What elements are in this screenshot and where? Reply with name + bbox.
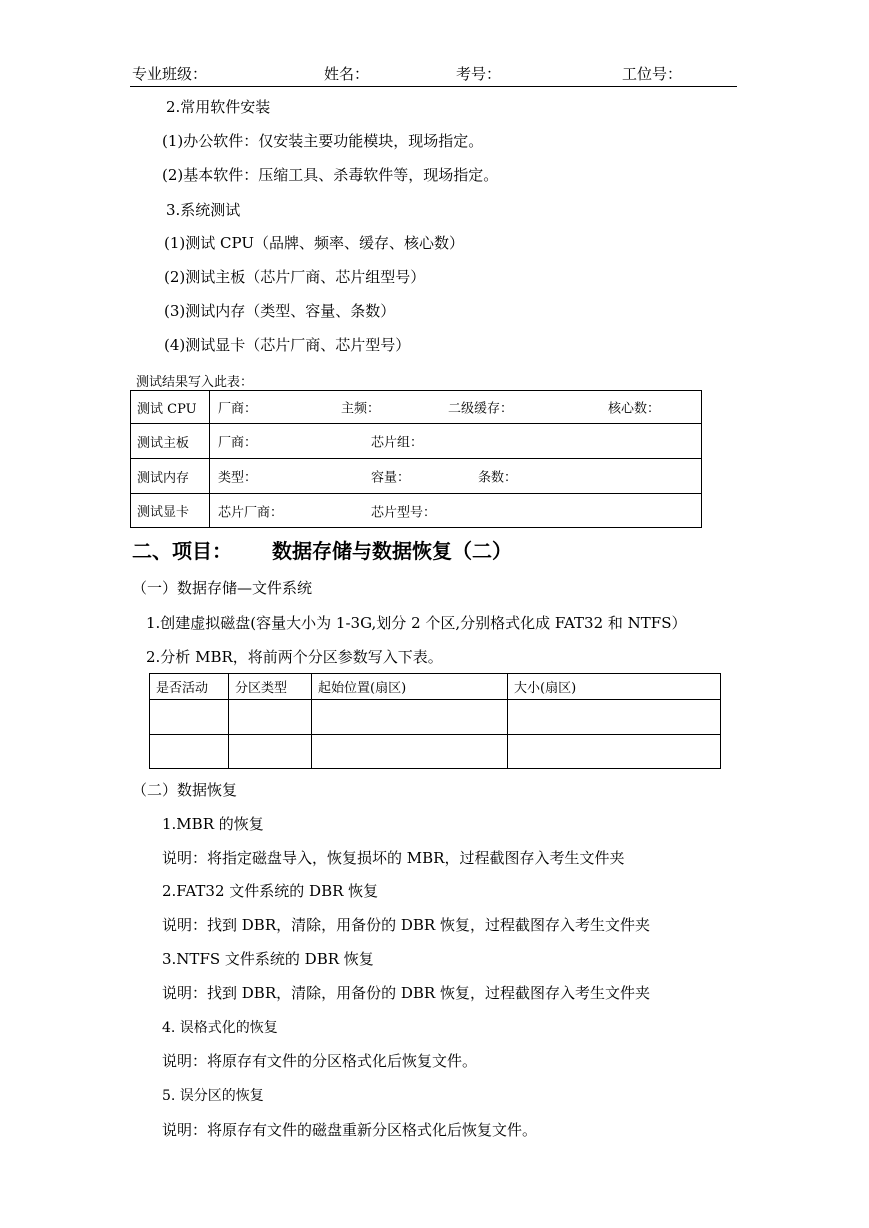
row-label: 测试 CPU (131, 391, 210, 424)
test-item: (1)测试 CPU（品牌、频率、缓存、核心数） (164, 234, 464, 252)
field-label: 芯片厂商： (218, 505, 284, 520)
field-label: 核心数： (608, 401, 661, 417)
recovery-desc: 说明：将指定磁盘导入，恢复损坏的 MBR，过程截图存入考生文件夹 (162, 849, 625, 867)
column-header: 是否活动 (150, 674, 229, 700)
recovery-title: 5. 误分区的恢复 (162, 1088, 264, 1104)
test-item: (2)测试主板（芯片厂商、芯片组型号） (164, 268, 426, 286)
storage-item: 1.创建虚拟磁盘(容量大小为 1-3G,划分 2 个区,分别格式化成 FAT32 和 NTFS） (146, 614, 687, 632)
software-section-title: 2.常用软件安装 (166, 98, 271, 116)
recovery-title: 2.FAT32 文件系统的 DBR 恢复 (162, 882, 379, 900)
exam-number-label: 考号： (456, 65, 502, 83)
table-cell[interactable] (312, 700, 508, 735)
class-label: 专业班级： (132, 65, 208, 83)
table-row (131, 494, 702, 528)
test-section-title: 3.系统测试 (166, 201, 241, 219)
software-item: (2)基本软件：压缩工具、杀毒软件等，现场指定。 (162, 166, 499, 184)
field-label: 芯片组： (371, 435, 424, 451)
column-header: 大小(扇区) (508, 674, 721, 700)
header-divider (130, 86, 737, 87)
project-heading-prefix: 二、项目： (132, 539, 232, 563)
row-label: 测试主板 (131, 424, 210, 459)
station-number-label: 工位号： (622, 65, 683, 83)
software-item: (1)办公软件：仅安装主要功能模块，现场指定。 (162, 132, 484, 150)
field-label: 芯片型号： (371, 505, 437, 520)
recovery-desc: 说明：将原存有文件的分区格式化后恢复文件。 (162, 1052, 478, 1070)
project-heading-title: 数据存储与数据恢复（二） (272, 539, 512, 563)
table-row (131, 391, 702, 424)
field-label: 主频： (341, 401, 381, 417)
row-label: 测试显卡 (131, 494, 210, 528)
part2-title: （二）数据恢复 (132, 781, 238, 799)
row-label: 测试内存 (131, 459, 210, 494)
test-result-table (130, 390, 702, 528)
recovery-desc: 说明：找到 DBR，清除，用备份的 DBR 恢复，过程截图存入考生文件夹 (162, 916, 650, 934)
column-header: 起始位置(扇区) (312, 674, 508, 700)
part1-title: （一）数据存储—文件系统 (132, 579, 313, 597)
recovery-title: 3.NTFS 文件系统的 DBR 恢复 (162, 950, 374, 968)
field-label: 厂商： (218, 401, 258, 417)
table-cell[interactable] (229, 700, 312, 735)
table-cell[interactable] (508, 700, 721, 735)
test-item: (3)测试内存（类型、容量、条数） (164, 302, 396, 320)
storage-item: 2.分析 MBR，将前两个分区参数写入下表。 (146, 648, 443, 666)
table-row (150, 700, 721, 735)
table-row (131, 424, 702, 459)
table-cell[interactable] (229, 735, 312, 769)
table-cell[interactable] (508, 735, 721, 769)
field-label: 容量： (371, 470, 411, 486)
table-header-row (150, 674, 721, 700)
field-label: 类型： (218, 470, 258, 486)
column-header: 分区类型 (229, 674, 312, 700)
table-cell[interactable] (150, 735, 229, 769)
field-label: 条数： (478, 470, 518, 486)
table-cell[interactable] (150, 700, 229, 735)
field-label: 厂商： (218, 435, 258, 451)
recovery-desc: 说明：将原存有文件的磁盘重新分区格式化后恢复文件。 (162, 1121, 538, 1139)
recovery-title: 1.MBR 的恢复 (162, 815, 264, 833)
mbr-partition-table (149, 673, 721, 769)
table-row (131, 459, 702, 494)
table-cell[interactable] (312, 735, 508, 769)
test-table-caption: 测试结果写入此表： (136, 375, 254, 390)
recovery-title: 4. 误格式化的恢复 (162, 1020, 278, 1036)
field-label: 二级缓存： (448, 401, 514, 417)
recovery-desc: 说明：找到 DBR，清除，用备份的 DBR 恢复，过程截图存入考生文件夹 (162, 984, 650, 1002)
name-label: 姓名： (324, 65, 370, 83)
test-item: (4)测试显卡（芯片厂商、芯片型号） (164, 336, 411, 354)
table-row (150, 735, 721, 769)
